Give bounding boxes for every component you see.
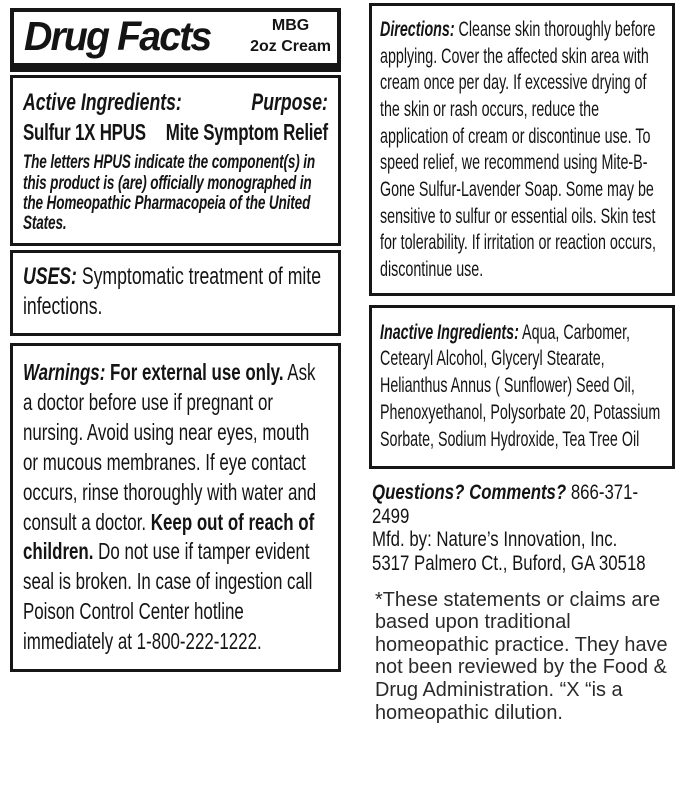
- warnings-label: Warnings:: [23, 359, 106, 386]
- inactive-ingredients-paragraph: [380, 320, 664, 454]
- directions-text: Cleanse skin thoroughly before applying. Cover the affected skin area with cream once per day. If excessive drying of the skin or rash occurs, reduce the application of cream or discontinue use. To speed relief, we recommend using Mite-B-Gone Sulfur-Lavender Soap. Some may be sensitive to sulfur or essential oils. Skin test for tolerability. If irritation or reaction occurs, discontinue use.: [380, 18, 656, 281]
- left-column: [10, 8, 341, 672]
- purpose-value: Mite Symptom Relief: [165, 119, 328, 146]
- right-column: [369, 3, 675, 724]
- active-ingredient-value: Sulfur 1X HPUS: [23, 119, 146, 146]
- uses-paragraph: [23, 262, 328, 322]
- address-line: 5317 Palmero Ct., Buford, GA 30518: [372, 552, 646, 576]
- footnote-text: *These statements or claims are based upon traditional homeopathic practice. They have not been reviewed by the Food & Drug Administration. “X “is a homeopathic dilution.: [375, 587, 668, 724]
- product-label: [250, 15, 331, 58]
- active-ingredients-header-row: [23, 88, 328, 117]
- contact-paragraph: [372, 481, 675, 576]
- warnings-bold-lead: For external use only.: [110, 359, 284, 386]
- drug-facts-header-box: [10, 8, 341, 72]
- product-size: 2oz Cream: [250, 38, 331, 55]
- directions-paragraph: [380, 17, 664, 284]
- active-ingredients-label: Active Ingredients:: [23, 89, 182, 116]
- inactive-ingredients-text: Aqua, Carbomer, Cetearyl Alcohol, Glyceryl Stearate, Helianthus Annus ( Sunflower) Seed Oil, Phenoxyethanol, Polysorbate 20, Potassium Sorbate, Sodium Hydroxide, Tea Tree Oil: [380, 320, 661, 452]
- active-ingredients-value-row: [23, 118, 328, 146]
- warnings-paragraph: [23, 358, 328, 657]
- uses-text: Symptomatic treatment of mite infections.: [23, 262, 322, 320]
- directions-section: [369, 3, 675, 296]
- warnings-keep-out-bold: Keep out of reach of children.: [23, 508, 315, 565]
- inactive-ingredients-label: Inactive Ingredients:: [380, 320, 519, 344]
- inactive-ingredients-section: [369, 305, 675, 469]
- directions-label: Directions:: [380, 18, 455, 41]
- questions-comments-label: Questions? Comments?: [372, 480, 567, 504]
- contact-phone: 866-371-2499: [372, 480, 639, 528]
- manufacturer-line: Mfd. by: Nature’s Innovation, Inc.: [372, 528, 618, 552]
- footnote-block: [369, 589, 675, 724]
- warnings-body-2: Do not use if tamper evident seal is broken. In case of ingestion call Poison Control Center hotline immediately at 1-800-222-1222.: [23, 538, 313, 655]
- drug-facts-title: Drug Facts: [24, 13, 211, 59]
- active-ingredients-section: [10, 75, 341, 246]
- warnings-section: [10, 343, 341, 672]
- warnings-body-1: Ask a doctor before use if pregnant or nursing. Avoid using near eyes, mouth or mucous membranes. If eye contact occurs, rinse thoroughly with water and consult a doctor.: [23, 359, 317, 535]
- hpus-note: The letters HPUS indicate the component(s) in this product is (are) officially monographed in the Homeopathic Pharmacopeia of the United States.: [23, 152, 316, 235]
- uses-section: [10, 250, 341, 336]
- contact-block: [369, 481, 675, 576]
- purpose-label: Purpose:: [251, 89, 328, 116]
- uses-label: USES:: [23, 262, 77, 290]
- product-name: MBG: [271, 17, 310, 35]
